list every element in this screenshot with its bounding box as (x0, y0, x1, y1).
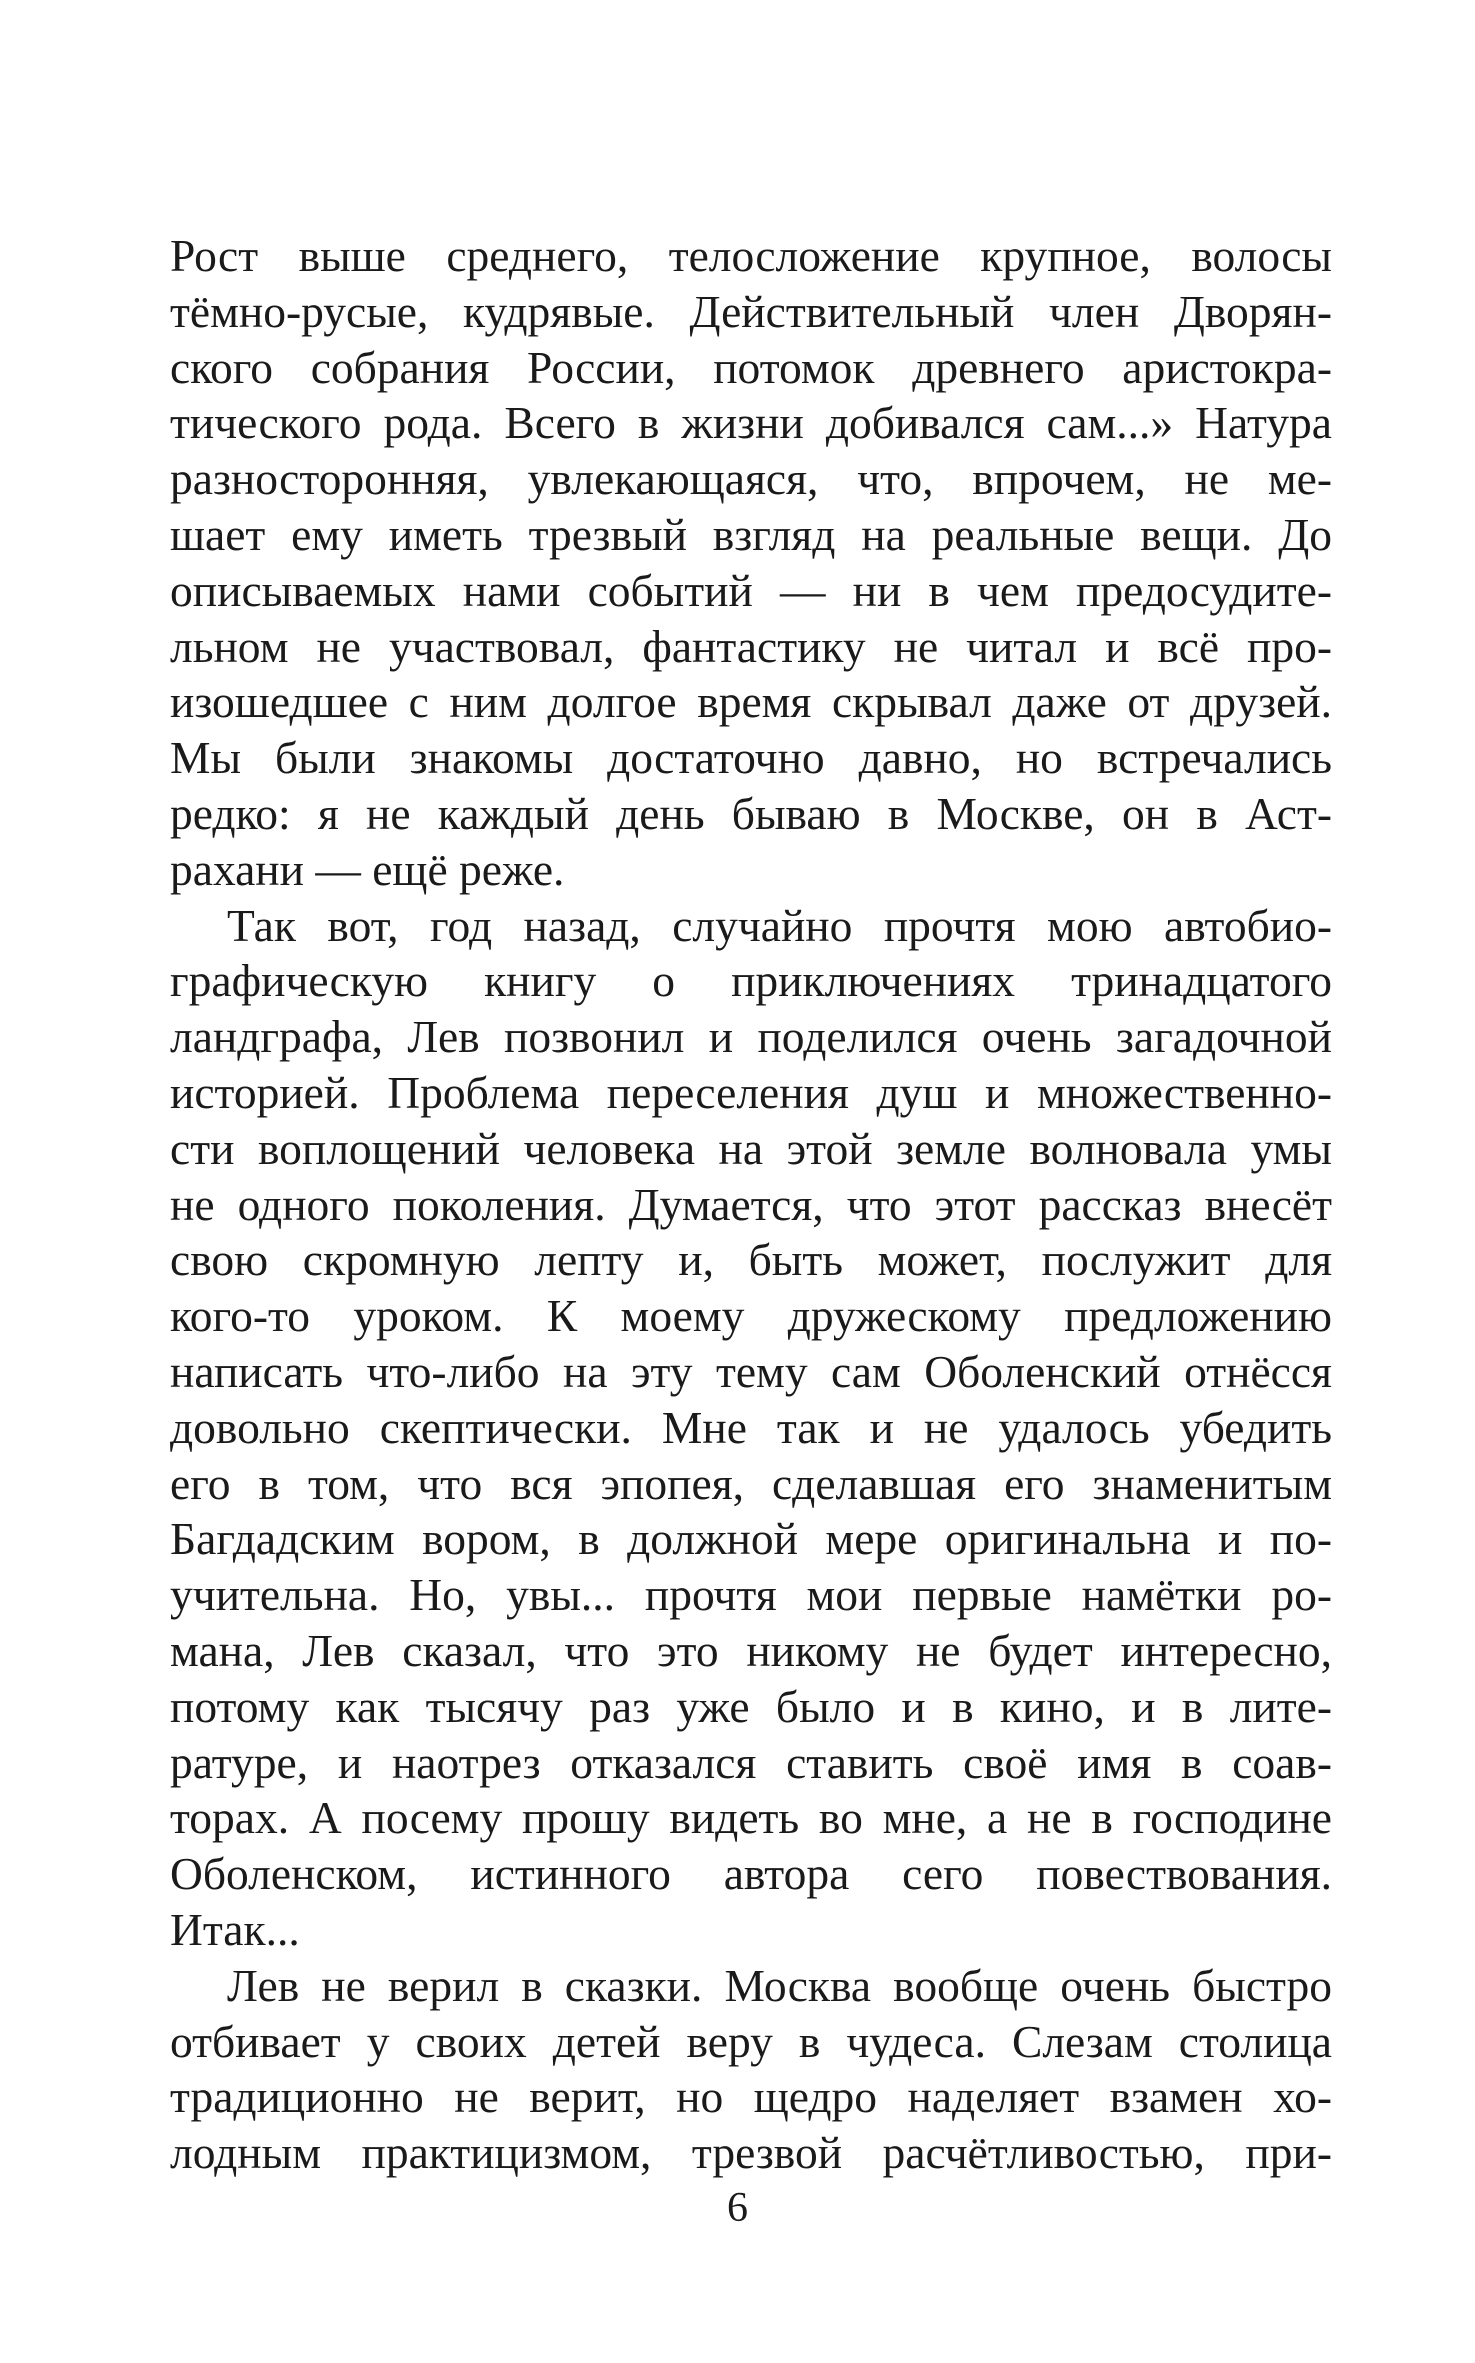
text-line: Так вот, год назад, случайно прочтя мою автобио- (227, 899, 1332, 951)
text-line: его в том, что вся эпопея, сделавшая его знаменитым (170, 1457, 1332, 1509)
text-line: тёмно-русые, кудрявые. Действительный член Дворян- (170, 285, 1332, 337)
text-line: сти воплощений человека на этой земле волновала умы (170, 1122, 1332, 1174)
text-line: Итак... (170, 1903, 300, 1955)
text-line: кого-то уроком. К моему дружескому предложению (170, 1290, 1332, 1342)
text-line: тического рода. Всего в жизни добивался сам...» Натура (170, 397, 1332, 449)
text-line: учительна. Но, увы... прочтя мои первые намётки ро- (170, 1569, 1332, 1621)
text-line: Багдадским вором, в должной мере оригинальна и по- (170, 1513, 1332, 1565)
paragraph (170, 228, 1332, 898)
text-line: довольно скептически. Мне так и не удалось убедить (170, 1401, 1332, 1453)
page-number: 6 (727, 2185, 748, 2231)
text-line: разносторонняя, увлекающаяся, что, впрочем, не ме- (170, 453, 1332, 505)
text-line: шает ему иметь трезвый взгляд на реальные вещи. До (170, 508, 1332, 560)
paragraph (170, 898, 1332, 1958)
text-line: отбивает у своих детей веру в чудеса. Слезам столица (170, 2015, 1332, 2067)
body-text (170, 228, 1332, 2181)
text-line: лодным практицизмом, трезвой расчётливостью, при- (170, 2127, 1332, 2179)
text-line: потому как тысячу раз уже было и в кино, и в лите- (170, 1680, 1332, 1732)
text-line: описываемых нами событий — ни в чем предосудите- (170, 564, 1332, 616)
text-line: льном не участвовал, фантастику не читал и всё про- (170, 620, 1332, 672)
text-line: графическую книгу о приключениях тринадцатого (170, 955, 1332, 1007)
text-line: Мы были знакомы достаточно давно, но встречались (170, 732, 1332, 784)
text-line: ратуре, и наотрез отказался ставить своё имя в соав- (170, 1736, 1332, 1788)
text-line: свою скромную лепту и, быть может, послужит для (170, 1234, 1332, 1286)
text-line: написать что-либо на эту тему сам Оболенский отнёсся (170, 1345, 1332, 1397)
text-line: Оболенском, истинного автора сего повествования. (170, 1848, 1332, 1900)
text-line: не одного поколения. Думается, что этот рассказ внесёт (170, 1178, 1332, 1230)
text-line: торах. А посему прошу видеть во мне, а не в господине (170, 1792, 1332, 1844)
text-line: Лев не верил в сказки. Москва вообще очень быстро (227, 1959, 1332, 2011)
paragraph (170, 1958, 1332, 2181)
text-line: изошедшее с ним долгое время скрывал даже от друзей. (170, 676, 1332, 728)
text-line: рахани — ещё реже. (170, 843, 565, 895)
text-line: традиционно не верит, но щедро наделяет взамен хо- (170, 2071, 1332, 2123)
text-line: ского собрания России, потомок древнего аристокра- (170, 341, 1332, 393)
text-line: редко: я не каждый день бываю в Москве, он в Аст- (170, 787, 1332, 839)
text-line: Рост выше среднего, телосложение крупное, волосы (170, 230, 1332, 281)
text-line: мана, Лев сказал, что это никому не будет интересно, (170, 1624, 1332, 1676)
text-line: историей. Проблема переселения душ и множественно- (170, 1066, 1332, 1118)
text-line: ландграфа, Лев позвонил и поделился очень загадочной (170, 1011, 1332, 1063)
